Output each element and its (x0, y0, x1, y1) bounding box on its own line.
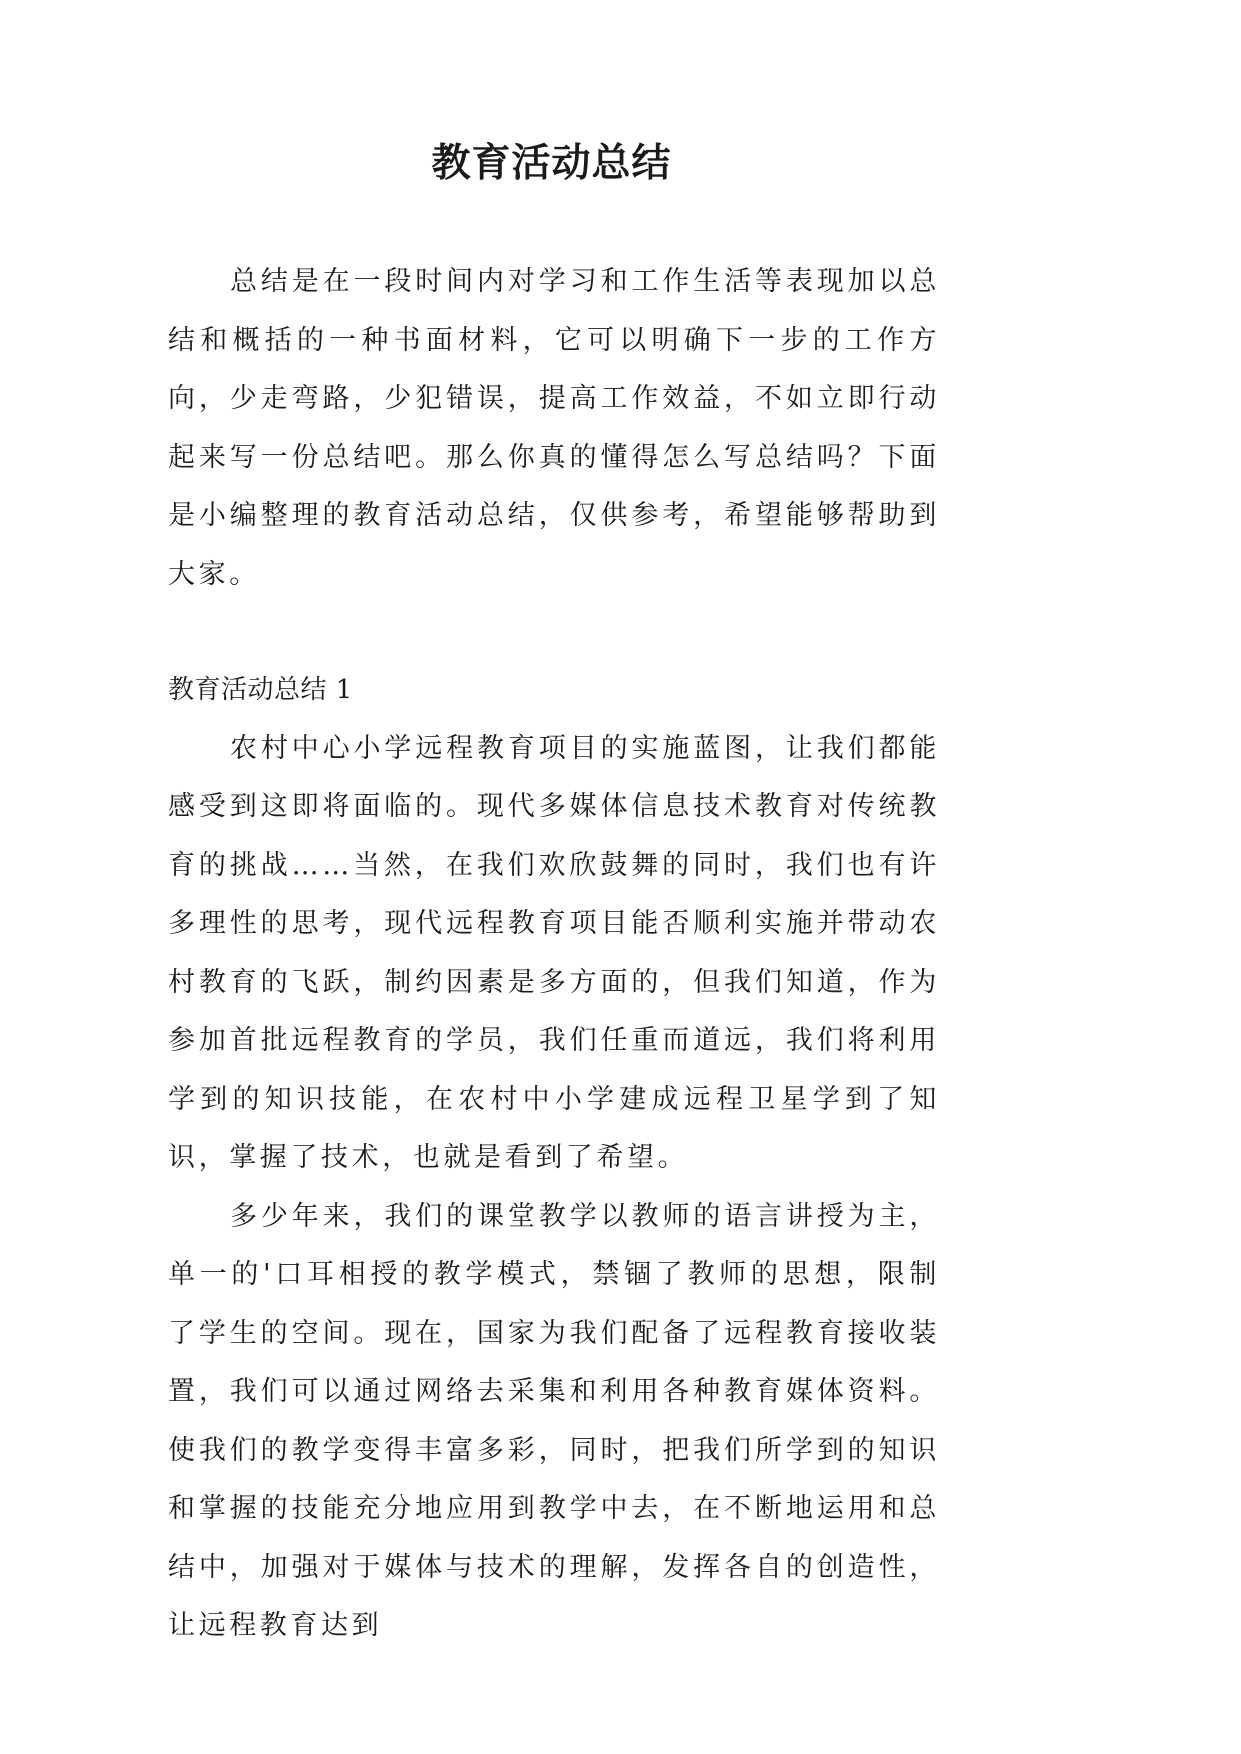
document-body (168, 253, 940, 1656)
section-paragraph: 多少年来，我们的课堂教学以教师的语言讲授为主，单一的'口耳相授的教学模式，禁锢了教师的思想，限制了学生的空间。现在，国家为我们配备了远程教育接收装置，我们可以通过网络去采集和利用各种教育媒体资料。使我们的教学变得丰富多彩，同时，把我们所学到的知识和掌握的技能充分地应用到教学中去，在不断地运用和总结中，加强对于媒体与技术的理解，发挥各自的创造性，让远程教育达到 (168, 1200, 940, 1641)
section-heading: 教育活动总结 1 (168, 675, 353, 705)
intro-paragraph: 总结是在一段时间内对学习和工作生活等表现加以总结和概括的一种书面材料，它可以明确下一步的工作方向，少走弯路，少犯错误，提高工作效益，不如立即行动起来写一份总结吧。那么你真的懂得怎么写总结吗？下面是小编整理的教育活动总结，仅供参考，希望能够帮助到大家。 (168, 266, 940, 590)
section-1 (168, 661, 940, 1656)
document-title: 教育活动总结 (431, 141, 672, 186)
section-paragraph: 农村中心小学远程教育项目的实施蓝图，让我们都能感受到这即将面临的。现代多媒体信息技术教育对传统教育的挑战……当然，在我们欢欣鼓舞的同时，我们也有许多理性的思考，现代远程教育项目能否顺利实施并带动农村教育的飞跃，制约因素是多方面的，但我们知道，作为参加首批远程教育的学员，我们任重而道远，我们将利用学到的知识技能，在农村中小学建成远程卫星学到了知识，掌握了技术，也就是看到了希望。 (168, 732, 940, 1173)
